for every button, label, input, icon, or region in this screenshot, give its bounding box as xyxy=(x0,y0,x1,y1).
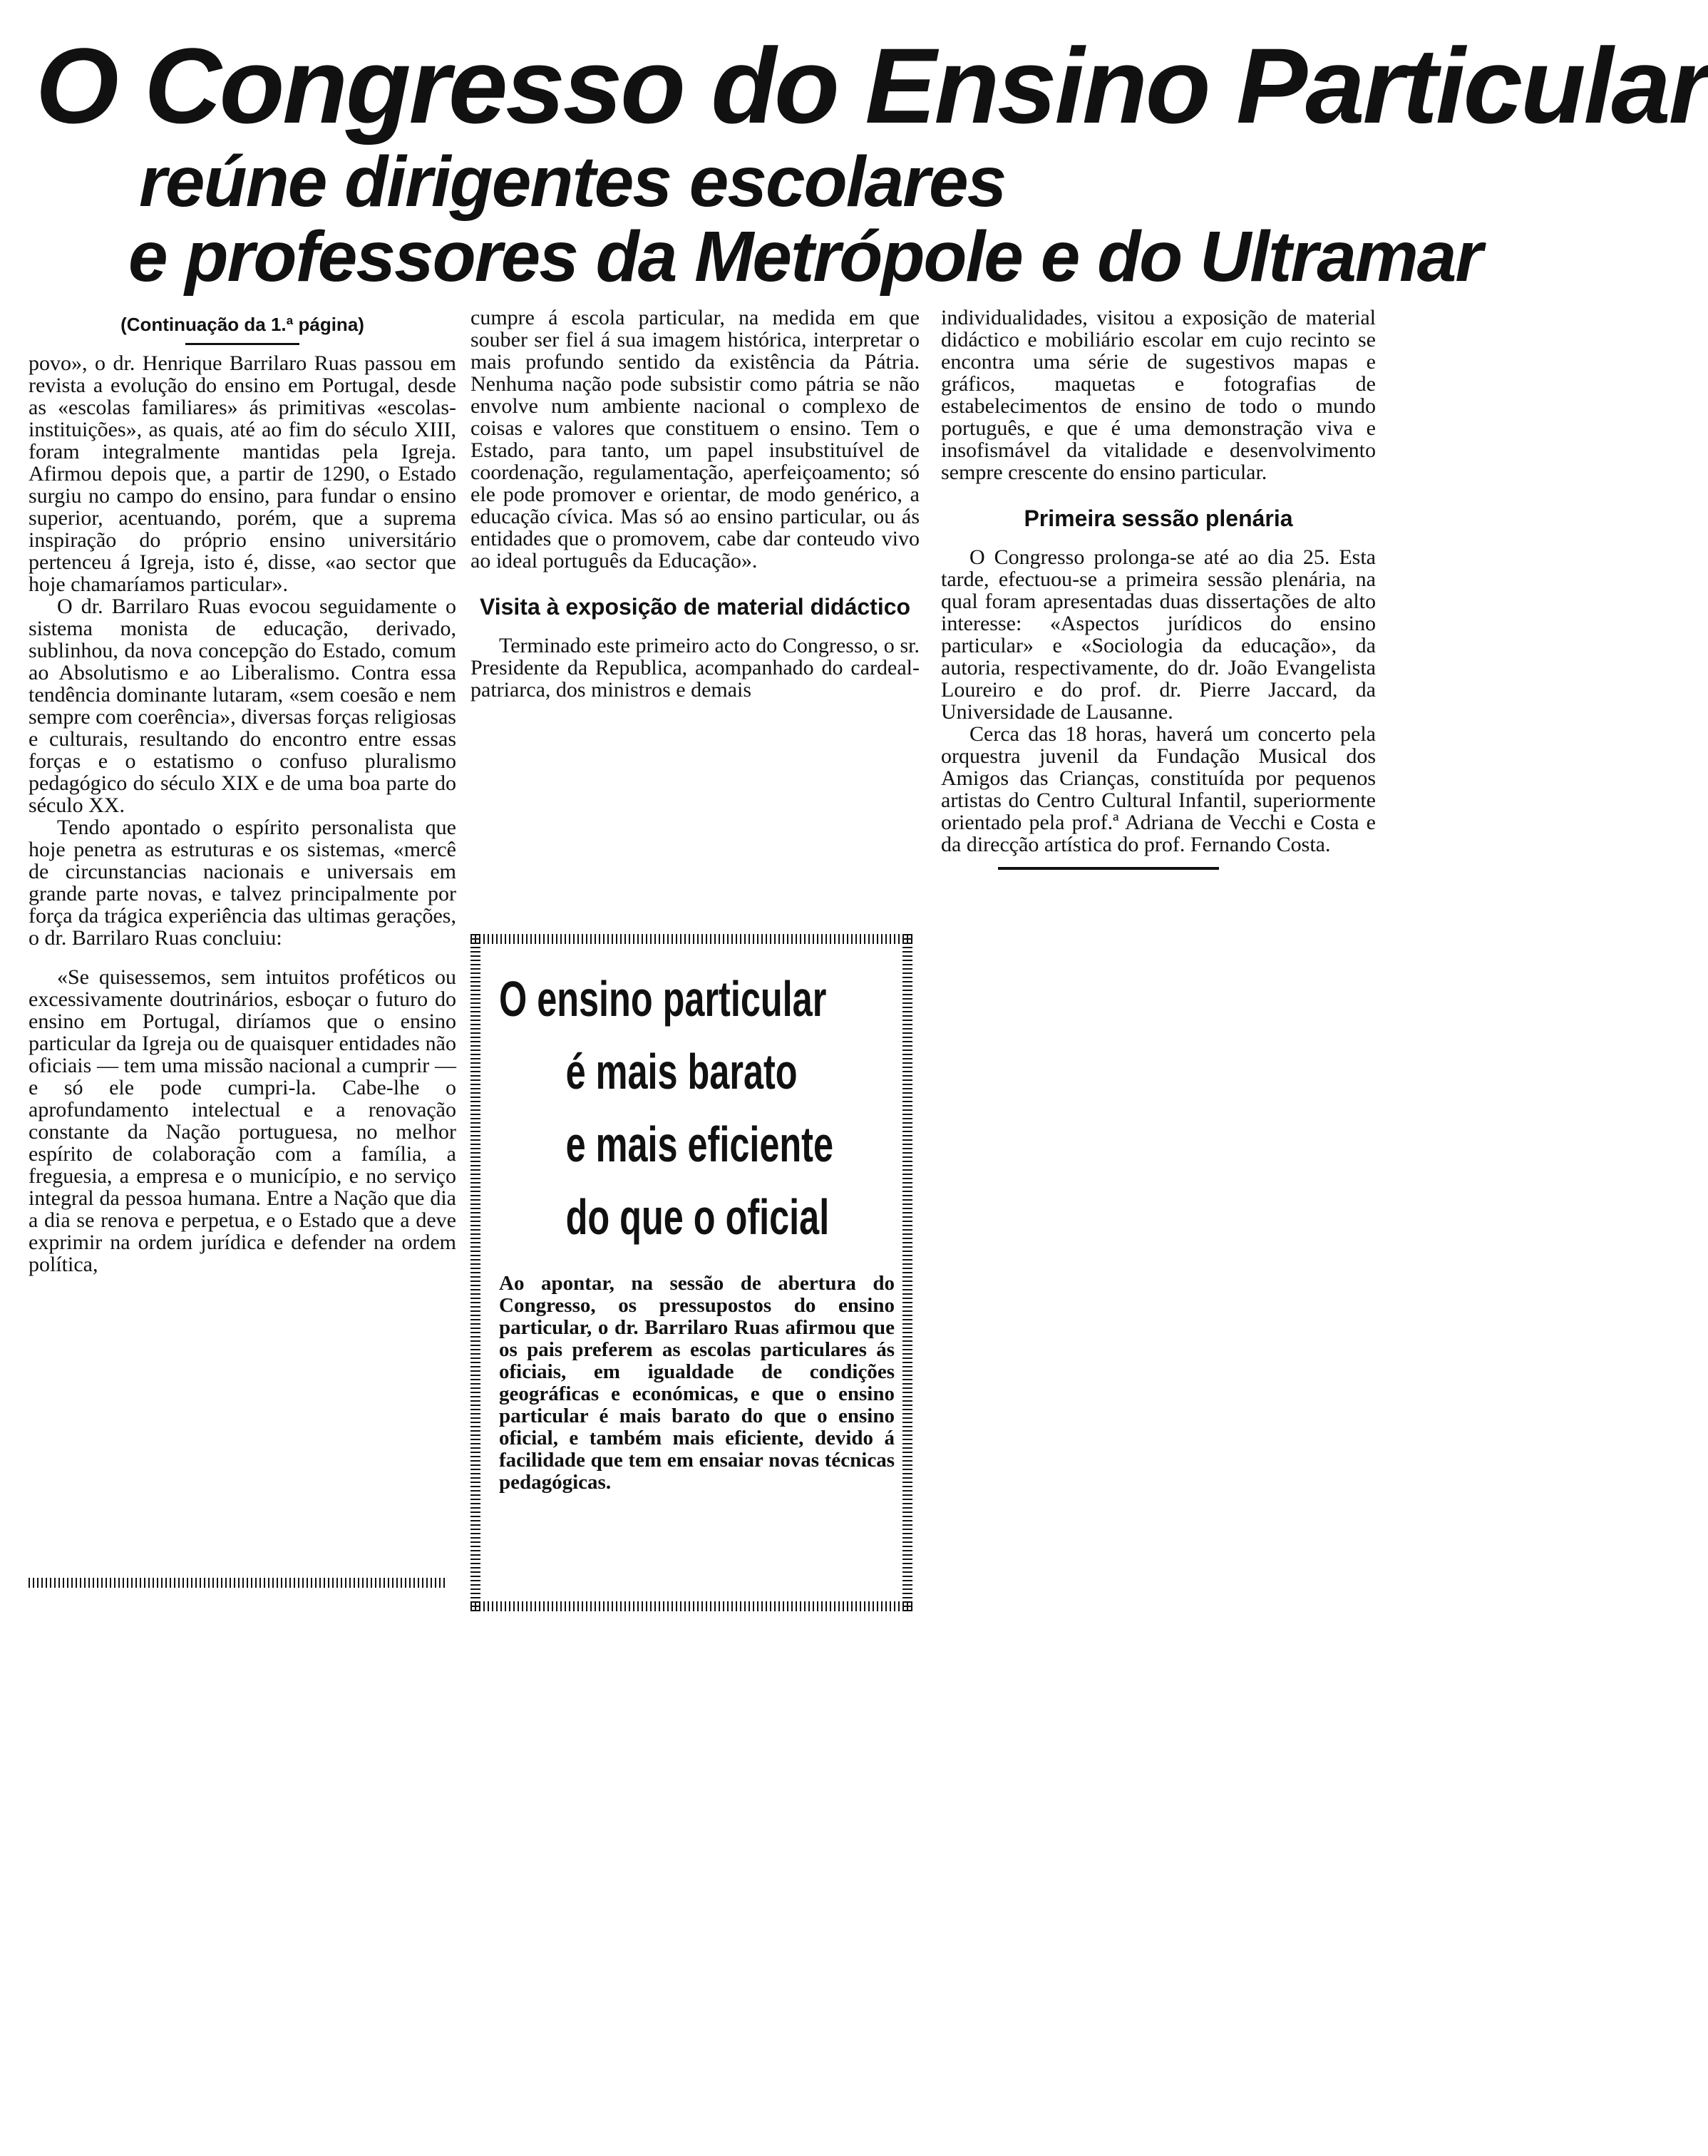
box-headline-line: O ensino particular xyxy=(499,971,827,1027)
section-heading: Visita à exposição de material didáctico xyxy=(479,594,911,620)
column-2 xyxy=(470,307,920,701)
paragraph: O dr. Barrilaro Ruas evocou seguidamente o sistema monista de educação, derivado, sublinhou, da nova concepção do Estado, comum ao Absolutismo e ao Liberalismo. Contra essa tendência dominante lutaram, «sem coesão e nem sempre com coerência», diversas forças religiosas e culturais, resultando do encontro entre essas forças e o estatismo o confuso pluralismo pedagógico do século XIX e de uma boa parte do século XX. xyxy=(29,595,456,817)
subheadline-line-1: reúne dirigentes escolares xyxy=(139,142,1006,222)
paragraph: O Congresso prolonga-se até ao dia 25. Esta tarde, efectuou-se a primeira sessão plenária, na qual foram apresentadas duas dissertações de alto interesse: «Aspectos jurídicos do ensino particular» e «Sociologia da educação», da autoria, respectivamente, do dr. João Evangelista Loureiro e do prof. dr. Pierre Jaccard, da Universidade de Lausanne. xyxy=(941,545,1376,724)
box-border-left xyxy=(470,934,480,1611)
box-headline-line: do que o oficial xyxy=(565,1189,830,1245)
continuation-note: (Continuação da 1.ª página) xyxy=(120,314,364,335)
headline: O Congresso do Ensino Particular xyxy=(36,26,1708,145)
paragraph: povo», o dr. Henrique Barrilaro Ruas passou em revista a evolução do ensino em Portugal, desde as «escolas familiares» ás primitivas «escolas-instituições», as quais, até ao fim do século XIII, foram integralmente mantidas pela Igreja. Afirmou depois que, a partir de 1290, o Estado surgiu no campo do ensino, para fundar o ensino superior, acentuando, porém, que a suprema inspiração do próprio ensino universitário pertenceu á Igreja, isto é, disse, «ao sector que hoje chamaríamos particular». xyxy=(29,351,456,596)
section-heading: Primeira sessão plenária xyxy=(1024,505,1293,531)
box-headline xyxy=(499,962,834,1253)
paragraph: Terminado este primeiro acto do Congresso, o sr. Presidente da Republica, acompanhado do cardeal-patriarca, dos ministros e demais xyxy=(470,634,920,702)
hatched-rule xyxy=(29,1578,446,1588)
box-border-bottom xyxy=(470,1601,912,1611)
paragraph: Cerca das 18 horas, haverá um concerto pela orquestra juvenil da Fundação Musical dos Amigos das Crianças, constituída por pequenos artistas do Centro Cultural Infantil, superiormente orientado pela prof.ª Adriana de Vecchi e Costa e da direcção artística do prof. Fernando Costa. xyxy=(941,722,1376,856)
paragraph: «Se quisessemos, sem intuitos proféticos ou excessivamente doutrinários, esboçar o futuro do ensino em Portugal, diríamos que o ensino particular da Igreja ou de quaisquer entidades não oficiais — tem uma missão nacional a cumprir — e só ele pode cumpri-la. Cabe-lhe o aprofundamento intelectual e a renovação constante da Nação portuguesa, no melhor espírito de colaboração com a família, a freguesia, a empresa e o município, e no serviço integral da pessoa humana. Entre a Nação que dia a dia se renova e perpetua, e o Estado que a deve exprimir na ordem jurídica e defender na ordem política, xyxy=(29,965,456,1276)
end-rule xyxy=(998,867,1219,870)
box-border-top xyxy=(470,934,912,944)
paragraph: individualidades, visitou a exposição de material didáctico e mobiliário escolar em cujo recinto se encontra uma série de sugestivos mapas e gráficos, maquetas e fotografias de estabelecimentos de ensino de todo o mundo português, e que é uma demonstração viva e insofismável da vitalidade e desenvolvimento sempre crescente do ensino particular. xyxy=(941,306,1376,484)
box-headline-line: é mais barato xyxy=(565,1044,798,1099)
box-body: Ao apontar, na sessão de abertura do Congresso, os pressupostos do ensino particular, o dr. Barrilaro Ruas afirmou que os pais preferem as escolas particulares ás oficiais, em igualdade de condições geográficas e económicas, e que o ensino particular é mais barato do que o ensino oficial, e também mais eficiente, devido á facilidade que tem em ensaiar novas técnicas pedagógicas. xyxy=(499,1272,895,1494)
sidebar-box xyxy=(470,934,912,1611)
paragraph: cumpre á escola particular, na medida em que souber ser fiel á sua imagem histórica, interpretar o mais profundo sentido da existência da Pátria. Nenhuma nação pode subsistir como pátria se não envolve num ambiente nacional o complexo de coisas e valores que constituem o ensino. Tem o Estado, para tanto, um papel insubstituível de coordenação, regulamentação, aperfeiçoamento; só ele pode promover e orientar, de modo genérico, a educação cívica. Mas só ao ensino particular, ou ás entidades que o promovem, cabe dar conteudo vivo ao ideal português da Educação». xyxy=(470,306,920,573)
column-3 xyxy=(941,307,1376,870)
subheadline-line-2: e professores da Metrópole e do Ultramar xyxy=(128,217,1482,297)
paragraph: Tendo apontado o espírito personalista que hoje penetra as estruturas e os sistemas, «mercê de circunstancias nacionais e universais em grande parte novas, e talvez principalmente por força da trágica experiência das ultimas gerações, o dr. Barrilaro Ruas concluiu: xyxy=(29,816,456,950)
short-rule xyxy=(185,343,299,345)
column-1 xyxy=(29,314,456,1275)
box-headline-line: e mais eficiente xyxy=(565,1116,834,1172)
box-border-right xyxy=(902,934,912,1611)
